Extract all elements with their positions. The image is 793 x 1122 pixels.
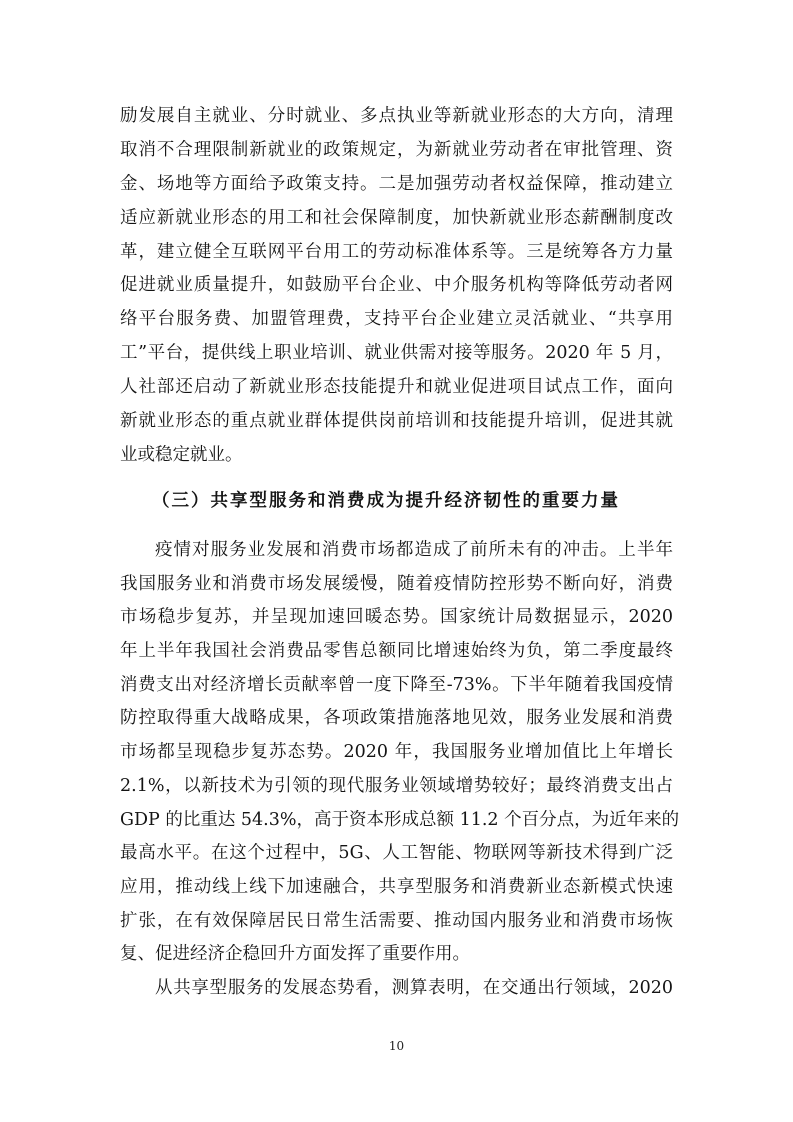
text-line: 工”平台，提供线上职业培训、就业供需对接等服务。2020 年 5 月， [120, 343, 673, 364]
text-line: 金、场地等方面给予政策支持。二是加强劳动者权益保障，推动建立 [120, 173, 673, 194]
text-line: 促进就业质量提升，如鼓励平台企业、中介服务机构等降低劳动者网 [120, 275, 673, 296]
text-line: 取消不合理限制新就业的政策规定，为新就业劳动者在审批管理、资 [120, 139, 673, 160]
text-line: 最高水平。在这个过程中，5G、人工智能、物联网等新技术得到广泛 [120, 843, 673, 864]
text-line: 从共享型服务的发展态势看，测算表明，在交通出行领域，2020 [155, 978, 673, 998]
text-line: 市场都呈现稳步复苏态势。2020 年，我国服务业增加值比上年增长 [120, 742, 673, 763]
text-line: 新就业形态的重点就业群体提供岗前培训和技能提升培训，促进其就 [120, 411, 673, 432]
text-line: 市场稳步复苏，并呈现加速回暖态势。国家统计局数据显示，2020 [120, 607, 673, 628]
text-line: GDP 的比重达 54.3%，高于资本形成总额 11.2 个百分点，为近年来的 [120, 809, 680, 830]
text-line: 人社部还启动了新就业形态技能提升和就业促进项目试点工作，面向 [120, 377, 673, 398]
paragraph-1 [120, 100, 673, 473]
text-line: 防控取得重大战略成果，各项政策措施落地见效，服务业发展和消费 [120, 708, 673, 729]
text-line: 年上半年我国社会消费品零售总额同比增速始终为负，第二季度最终 [120, 641, 673, 662]
page-number: 10 [388, 1039, 405, 1053]
text-line: 适应新就业形态的用工和社会保障制度，加快新就业形态薪酬制度改 [120, 207, 673, 228]
text-line: 2.1%，以新技术为引领的现代服务业领域增势较好；最终消费支出占 [120, 775, 673, 796]
text-line: 复、促进经济企稳回升方面发挥了重要作用。 [120, 944, 470, 965]
text-line: 消费支出对经济增长贡献率曾一度下降至-73%。下半年随着我国疫情 [120, 674, 673, 695]
section-heading: （三）共享型服务和消费成为提升经济韧性的重要力量 [152, 491, 620, 511]
text-line: 扩张，在有效保障居民日常生活需要、推动国内服务业和消费市场恢 [120, 910, 673, 931]
text-line: 我国服务业和消费市场发展缓慢，随着疫情防控形势不断向好，消费 [120, 573, 673, 594]
text-line: 革，建立健全互联网平台用工的劳动标准体系等。三是统筹各方力量 [120, 241, 673, 262]
text-line: 业或稳定就业。 [120, 444, 243, 465]
text-line: 应用，推动线上线下加速融合，共享型服务和消费新业态新模式快速 [120, 876, 673, 897]
text-line: 励发展自主就业、分时就业、多点执业等新就业形态的大方向，清理 [120, 106, 673, 126]
paragraph-3 [120, 972, 673, 1006]
paragraph-2 [120, 534, 680, 972]
text-line: 络平台服务费、加盟管理费，支持平台企业建立灵活就业、“共享用 [120, 309, 673, 330]
text-line: 疫情对服务业发展和消费市场都造成了前所未有的冲击。上半年 [155, 540, 673, 560]
